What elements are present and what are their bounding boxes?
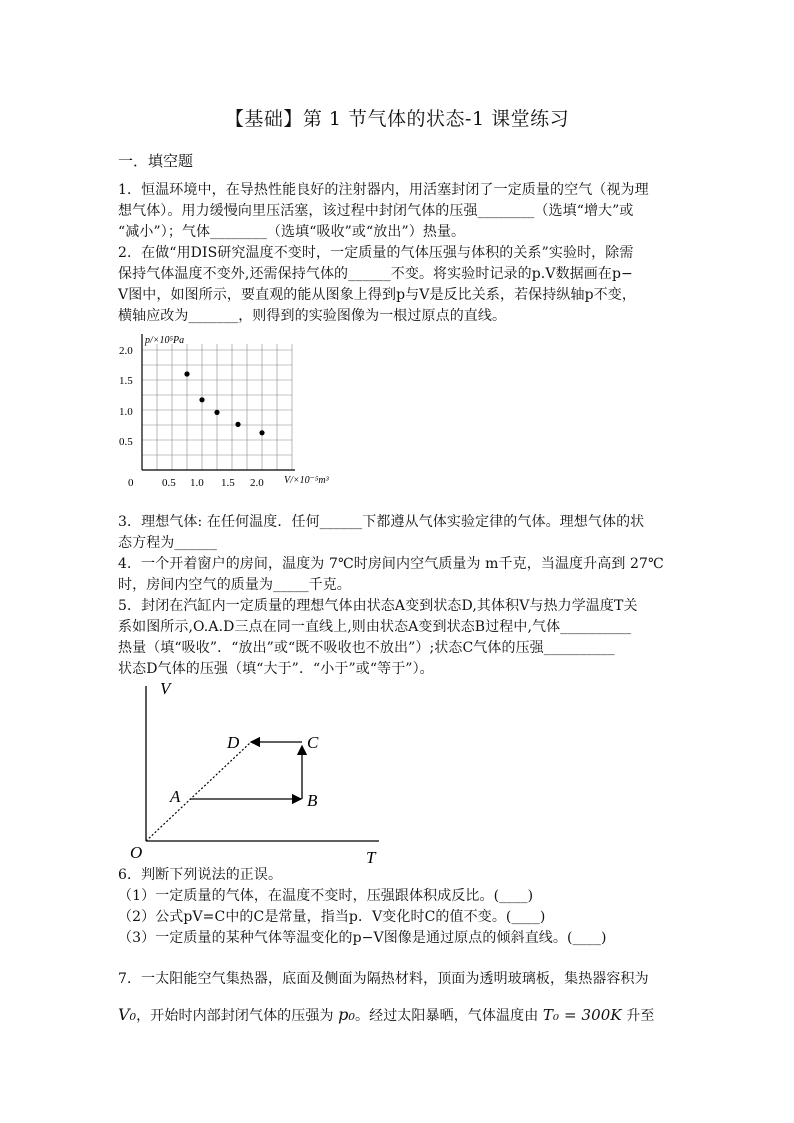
question-1 [118, 180, 680, 243]
q2-line: 保持气体温度不变外,还需保持气体的______不变。将实验时记录的p.V数据画在p− [118, 266, 633, 282]
q7-v0: V₀ [118, 1005, 137, 1024]
x-axis-label: V/×10⁻⁵m³ [284, 475, 329, 486]
question-6 [118, 865, 680, 949]
x-tick-label: 1.0 [190, 477, 204, 489]
section-heading: 一．填空题 [118, 152, 194, 170]
point-d-label: D [227, 733, 240, 752]
y-tick-label: 2.0 [119, 345, 133, 357]
q3-line: 3．理想气体: 在任何温度．任何______下都遵从气体实验定律的气体。理想气体的状 [118, 514, 645, 530]
q7-line [118, 1003, 680, 1028]
q5-line: 热量（填“吸收”．“放出”或“既不吸收也不放出”）;状态C气体的压强__________ [118, 640, 615, 656]
q4-line: 时，房间内空气的质量为_____千克。 [118, 577, 351, 593]
question-5 [118, 596, 680, 680]
pv-chart [115, 328, 355, 490]
origin-label: 0 [128, 477, 134, 489]
y-tick-label: 1.5 [119, 375, 133, 387]
q2-line: V图中，如图所示，要直观的能从图象上得到p与V是反比关系，若保持纵轴p不变， [118, 287, 636, 303]
question-4 [118, 554, 680, 596]
t-axis-label: T [366, 848, 376, 867]
q1-line: 1．恒温环境中，在导热性能良好的注射器内，用活塞封闭了一定质量的空气（视为理 [118, 182, 649, 198]
q5-line: 系如图所示,O.A.D三点在同一直线上,则由状态A变到状态B过程中,气体__________ [118, 619, 632, 635]
data-point [235, 422, 240, 427]
q5-line: 状态D气体的压强（填“大于”．“小于”或“等于”）。 [118, 661, 434, 677]
data-point [199, 397, 204, 402]
q7-text: 升至 [626, 1008, 655, 1024]
data-point [259, 430, 264, 435]
q6-item: （1）一定质量的气体，在温度不变时，压强跟体积成反比。(____) [118, 888, 534, 904]
point-a-label: A [170, 787, 181, 806]
oad-dotted-line [146, 743, 250, 841]
y-tick-label: 1.0 [119, 406, 133, 418]
x-tick-label: 0.5 [162, 477, 176, 489]
point-c-label: C [307, 733, 319, 752]
v-axis-label: V [160, 679, 171, 698]
q7-line: 7．一太阳能空气集热器，底面及侧面为隔热材料，顶面为透明玻璃板，集热器容积为 [118, 971, 649, 987]
question-3 [118, 512, 680, 554]
origin-label: O [130, 843, 143, 862]
vt-diagram [120, 676, 395, 870]
q7-text: ，开始时内部封闭气体的压强为 [136, 1008, 334, 1024]
y-axis-label: p/×10⁵Pa [145, 335, 185, 346]
y-tick-label: 0.5 [119, 436, 133, 448]
q4-line: 4．一个开着窗户的房间，温度为 7℃时房间内空气质量为 m千克，当温度升高到 27℃ [118, 556, 664, 572]
point-b-label: B [307, 791, 318, 810]
q1-line: “减小”）；气体________（选填“吸收”或“放出”）热量。 [118, 224, 466, 240]
q7-p0: p₀ [338, 1005, 355, 1024]
data-point [214, 410, 219, 415]
q3-line: 态方程为______ [118, 535, 217, 551]
q6-item: （2）公式pV=C中的C是常量，指当p．V变化时C的值不变。(____) [118, 909, 546, 925]
q6-item: （3）一定质量的某种气体等温变化的p−V图像是通过原点的倾斜直线。(____) [118, 930, 607, 946]
q2-line: 2．在做“用DIS研究温度不变时，一定质量的气体压强与体积的关系”实验时，除需 [118, 245, 634, 261]
q1-line: 想气体）。用力缓慢向里压活塞，该过程中封闭气体的压强________（选填“增大”或 [118, 203, 634, 219]
q7-t0: T₀ = 300K [542, 1006, 622, 1024]
question-2 [118, 243, 680, 327]
data-point [184, 371, 189, 376]
q7-text: 。经过太阳暴晒，气体温度由 [355, 1008, 539, 1024]
question-7 [118, 968, 680, 1028]
page-title: 【基础】第 1 节气体的状态-1 课堂练习 [224, 108, 570, 130]
q2-line: 横轴应改为_______，则得到的实验图像为一根过原点的直线。 [118, 308, 507, 324]
x-tick-label: 2.0 [250, 477, 264, 489]
q5-line: 5．封闭在汽缸内一定质量的理想气体由状态A变到状态D,其体积V与热力学温度T关 [118, 598, 638, 614]
q6-stem: 6．判断下列说法的正误。 [118, 867, 283, 883]
x-tick-label: 1.5 [221, 477, 235, 489]
